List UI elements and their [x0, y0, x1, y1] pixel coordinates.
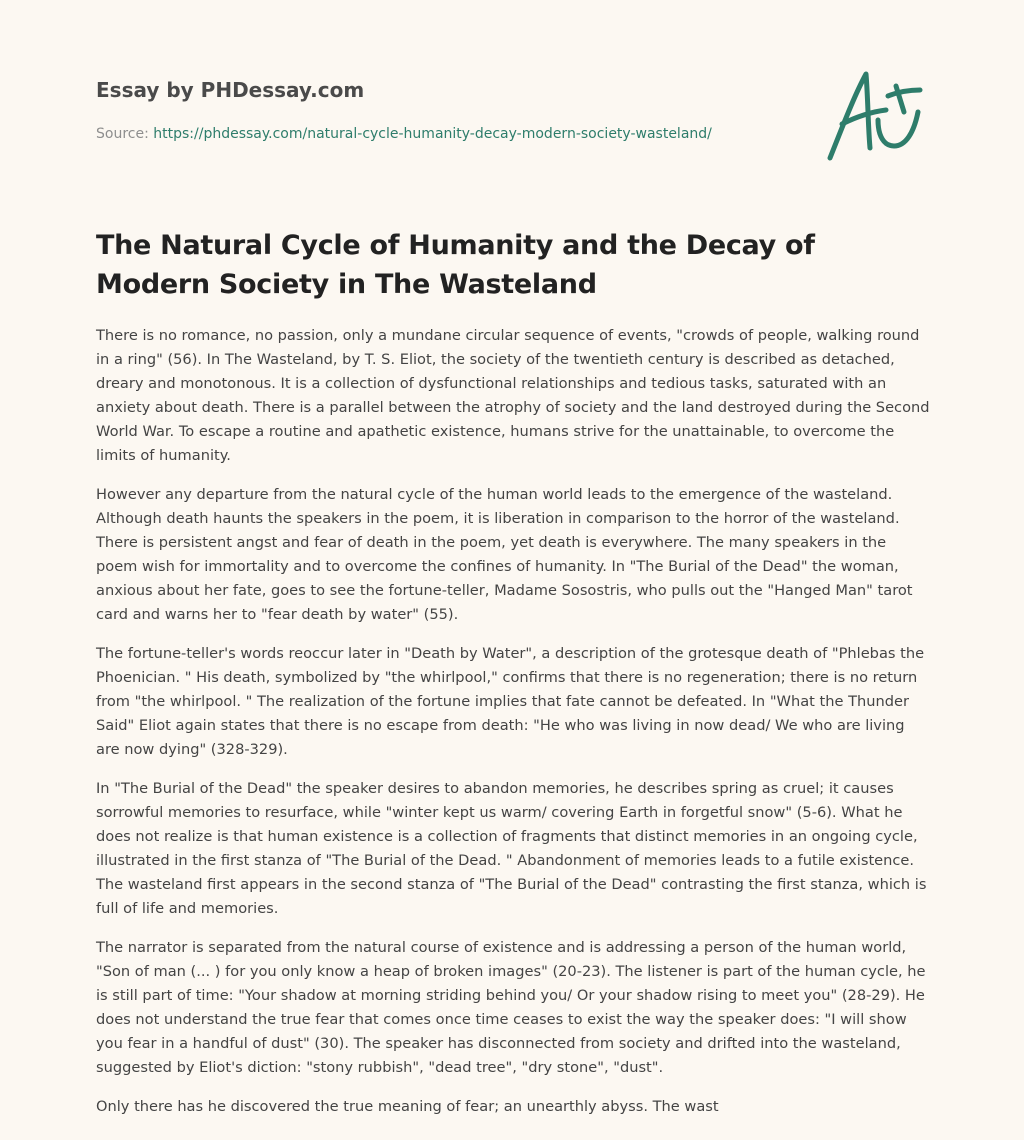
site-title: Essay by PHDessay.com [96, 78, 365, 102]
source-link[interactable]: https://phdessay.com/natural-cycle-humanity-decay-modern-society-wasteland/ [153, 126, 712, 142]
essay-body [96, 324, 932, 1134]
essay-paragraph: The narrator is separated from the natural course of existence and is addressing a person of the human world, "Son of man (... ) for you only know a heap of broken images" (20-23). The listener is part of the human cycle, he is still part of time: "Your shadow at morning striding behind you/ Or your shadow rising to meet you" (28-29). He does not understand the true fear that comes once time ceases to exist the way the speaker does: "I will show you fear in a handful of dust" (30). The speaker has disconnected from society and drifted into the wasteland, suggested by Eliot's diction: "stony rubbish", "dead tree", "dry stone", "dust". [96, 939, 926, 1076]
essay-paragraph: In "The Burial of the Dead" the speaker desires to abandon memories, he describes spring as cruel; it causes sorrowful memories to resurface, while "winter kept us warm/ covering Earth in forgetful snow" (5-6). What he does not realize is that human existence is a collection of fragments that distinct memories in an ongoing cycle, illustrated in the first stanza of "The Burial of the Dead. " Abandonment of memories leads to a futile existence. The wasteland first appears in the second stanza of "The Burial of the Dead" contrasting the first stanza, which is full of life and memories. [96, 780, 927, 917]
essay-paragraph: Only there has he discovered the true meaning of fear; an unearthly abyss. The wast [96, 1098, 719, 1115]
essay-title: The Natural Cycle of Humanity and the Decay of Modern Society in The Wasteland [96, 230, 815, 300]
source-label: Source: [96, 126, 149, 142]
essay-paragraph: The fortune-teller's words reoccur later in "Death by Water", a description of the grotesque death of "Phlebas the Phoenician. " His death, symbolized by "the whirlpool," confirms that there is no regeneration; there is no return from "the whirlpool. " The realization of the fortune implies that fate cannot be defeated. In "What the Thunder Said" Eliot again states that there is no escape from death: "He who was living in now dead/ We who are living are now dying" (328-329). [96, 645, 925, 758]
a-plus-logo-icon [822, 66, 932, 166]
essay-paragraph: However any departure from the natural cycle of the human world leads to the emergence of the wasteland. Although death haunts the speakers in the poem, it is liberation in comparison to the horror of the wasteland. There is persistent angst and fear of death in the poem, yet death is everywhere. The many speakers in the poem wish for immortality and to overcome the confines of humanity. In "The Burial of the Dead" the woman, anxious about her fate, goes to see the fortune-teller, Madame Sosostris, who pulls out the "Hanged Man" tarot card and warns her to "fear death by water" (55). [96, 486, 913, 623]
source-line [96, 124, 712, 144]
site-header [96, 76, 796, 142]
essay-paragraph: There is no romance, no passion, only a mundane circular sequence of events, "crowds of people, walking round in a ring" (56). In The Wasteland, by T. S. Eliot, the society of the twentieth century is described as detached, dreary and monotonous. It is a collection of dysfunctional relationships and tedious tasks, saturated with an anxiety about death. There is a parallel between the atrophy of society and the land destroyed during the Second World War. To escape a routine and apathetic existence, humans strive for the unattainable, to overcome the limits of humanity. [96, 327, 930, 464]
